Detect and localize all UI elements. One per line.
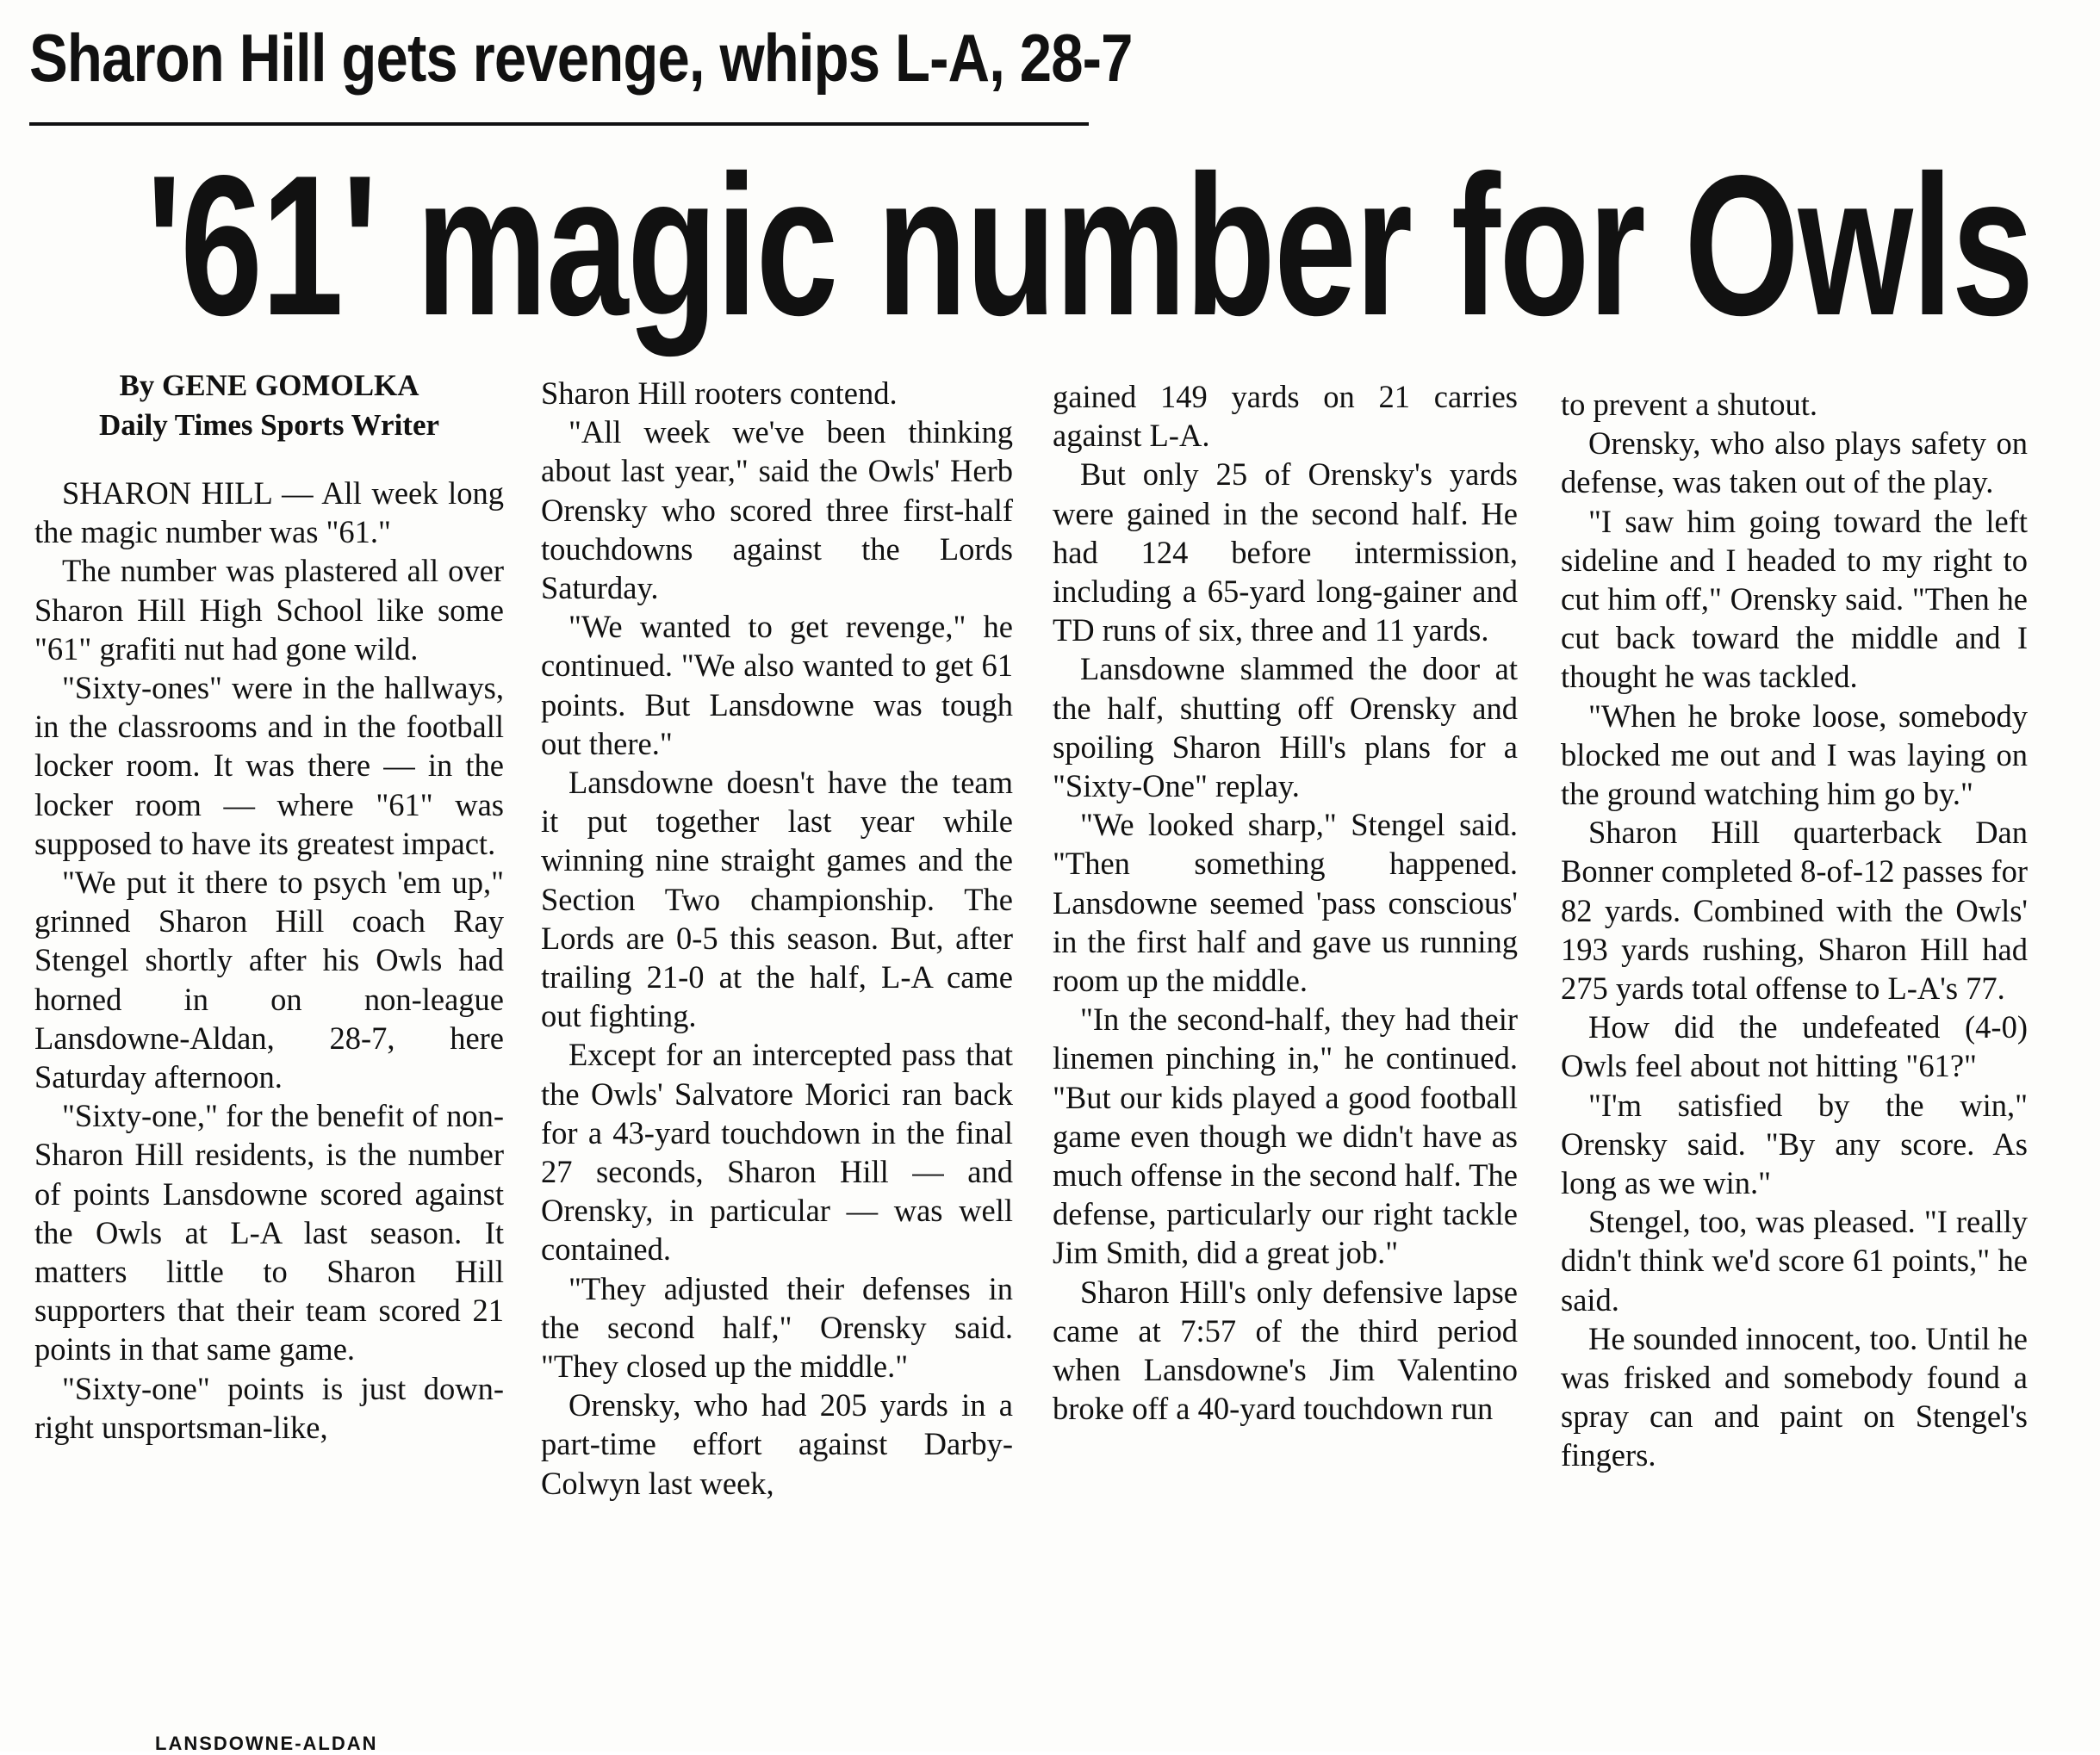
paragraph: Sharon Hill quarterback Dan Bonner completed 8-of-12 passes for 82 yards. Combined with the Owls' 193 yards rushing, Sharon Hill had 275 yards total offense to L-A's 77.	[1561, 815, 2028, 1007]
article-column-4	[1561, 385, 2028, 1475]
paragraph: The number was plastered all over Sharon Hill High School like some "61" grafiti nut had gone wild.	[34, 553, 504, 667]
paragraph: Lansdowne doesn't have the team it put together last year while winning nine straight games and the Section Two championship. The Lords are 0-5 this season. But, after trailing 21-0 at the half, L-A came out fighting.	[541, 765, 1013, 1034]
paragraph: "I'm satisfied by the win," Orensky said. "By any score. As long as we win."	[1561, 1087, 2028, 1201]
paragraph: Lansdowne slammed the door at the half, shutting off Orensky and spoiling Sharon Hill's plans for a "Sixty-One" replay.	[1053, 651, 1518, 804]
paragraph: "We wanted to get revenge," he continued. "We also wanted to get 61 points. But Lansdowne was tough out there."	[541, 609, 1013, 761]
paragraph: SHARON HILL — All week long the magic number was "61."	[34, 475, 504, 550]
paragraph: "All week we've been thinking about last year," said the Owls' Herb Orensky who scored three first-half touchdowns against the Lords Saturday.	[541, 414, 1013, 606]
byline	[34, 366, 504, 445]
kicker-headline: Sharon Hill gets revenge, whips L-A, 28-7	[29, 20, 1133, 96]
paragraph: Except for an intercepted pass that the Owls' Salvatore Morici ran back for a 43-yard touchdown in the final 27 seconds, Sharon Hill — and Orensky, in particular — was well contained.	[541, 1037, 1013, 1268]
article-column-3	[1053, 377, 1518, 1428]
paragraph: Sharon Hill rooters contend.	[541, 375, 898, 411]
cut-off-caption: LANSDOWNE-ALDAN	[155, 1733, 378, 1754]
paragraph: "Sixty-ones" were in the hallways, in the classrooms and in the football locker room. It was there — in the locker room — where "61" was supposed to have its greatest impact.	[34, 670, 504, 861]
paragraph: Sharon Hill's only defensive lapse came at 7:57 of the third period when Lansdowne's Jim Valentino broke off a 40-yard touchdown run	[1053, 1274, 1518, 1427]
paragraph: Orensky, who had 205 yards in a part-time effort against Darby-Colwyn last week,	[541, 1387, 1013, 1501]
paragraph: He sounded innocent, too. Until he was frisked and somebody found a spray can and paint on Stengel's fingers.	[1561, 1320, 2028, 1473]
byline-title: Daily Times Sports Writer	[98, 408, 440, 442]
paragraph: gained 149 yards on 21 carries against L-A.	[1053, 379, 1518, 454]
paragraph: How did the undefeated (4-0) Owls feel about not hitting "61?"	[1561, 1009, 2028, 1084]
article-column-1	[34, 474, 504, 1447]
paragraph: Stengel, too, was pleased. "I really didn't think we'd score 61 points," he said.	[1561, 1204, 2028, 1318]
paragraph: But only 25 of Orensky's yards were gained in the second half. He had 124 before intermission, including a 65-yard long-gainer and TD runs of six, three and 11 yards.	[1053, 456, 1518, 648]
article-column-2	[541, 374, 1013, 1503]
paragraph: to prevent a shutout.	[1561, 387, 1818, 422]
paragraph: "Sixty-one," for the benefit of non-Sharon Hill residents, is the number of points Lansdowne scored against the Owls at L-A last season. It matters little to Sharon Hill supporters that their team scored 21 points in that same game.	[34, 1098, 504, 1367]
paragraph: Orensky, who also plays safety on defense, was taken out of the play.	[1561, 425, 2028, 500]
paragraph: "When he broke loose, somebody blocked me out and I was laying on the ground watching him go by."	[1561, 698, 2028, 812]
kicker-underline	[29, 122, 1089, 126]
paragraph: "I saw him going toward the left sideline and I headed to my right to cut him off," Orensky said. "Then he cut back toward the middle and I thought he was tackled.	[1561, 503, 2028, 695]
paragraph: "We looked sharp," Stengel said. "Then something happened. Lansdowne seemed 'pass conscious' in the first half and gave us running room up the middle.	[1053, 807, 1518, 999]
paragraph: "We put it there to psych 'em up," grinned Sharon Hill coach Ray Stengel shortly after his Owls had horned in on non-league Lansdowne-Aldan, 28-7, here Saturday afternoon.	[34, 865, 504, 1095]
paragraph: "They adjusted their defenses in the second half," Orensky said. "They closed up the middle."	[541, 1270, 1013, 1385]
byline-author: By GENE GOMOLKA	[119, 369, 419, 402]
paragraph: "In the second-half, they had their linemen pinching in," he continued. "But our kids played a good football game even though we didn't have as much offense in the second half. The defense, particularly our right tackle Jim Smith, did a great job."	[1053, 1002, 1518, 1271]
paragraph: "Sixty-one" points is just down-right unsportsman-like,	[34, 1370, 504, 1445]
main-headline: '61' magic number for Owls	[146, 134, 2033, 357]
